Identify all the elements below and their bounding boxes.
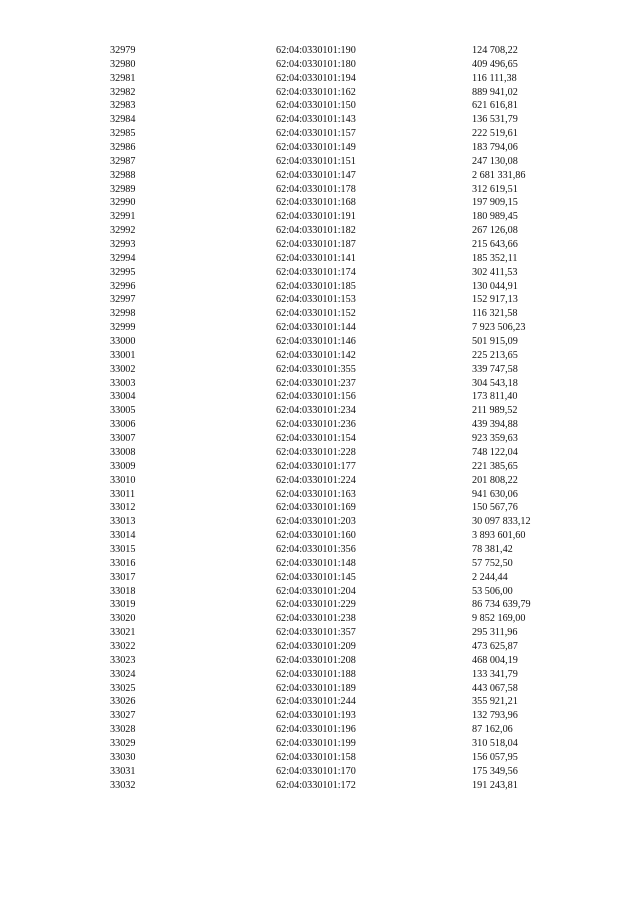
table-row xyxy=(0,668,640,682)
cadastral-value: 304 543,18 xyxy=(472,377,518,389)
cadastral-value: 302 411,53 xyxy=(472,266,518,278)
row-number: 32990 xyxy=(110,197,136,209)
cadastral-number: 62:04:0330101:158 xyxy=(276,751,356,763)
row-number: 32982 xyxy=(110,86,136,98)
row-number: 33030 xyxy=(110,751,136,763)
table-row xyxy=(0,183,640,197)
cadastral-value: 152 917,13 xyxy=(472,294,518,306)
table-row xyxy=(0,377,640,391)
cadastral-number: 62:04:0330101:170 xyxy=(276,765,356,777)
cadastral-value: 116 321,58 xyxy=(472,308,518,320)
table-row xyxy=(0,155,640,169)
row-number: 33002 xyxy=(110,363,136,375)
cadastral-value: 889 941,02 xyxy=(472,86,518,98)
cadastral-number: 62:04:0330101:177 xyxy=(276,460,356,472)
table-row xyxy=(0,779,640,793)
cadastral-value: 748 122,04 xyxy=(472,446,518,458)
table-row xyxy=(0,557,640,571)
cadastral-value: 201 808,22 xyxy=(472,474,518,486)
table-row xyxy=(0,58,640,72)
cadastral-number: 62:04:0330101:182 xyxy=(276,225,356,237)
cadastral-value: 2 244,44 xyxy=(472,571,508,583)
cadastral-number: 62:04:0330101:228 xyxy=(276,446,356,458)
cadastral-number: 62:04:0330101:156 xyxy=(276,391,356,403)
table-row xyxy=(0,169,640,183)
table-row xyxy=(0,280,640,294)
row-number: 33001 xyxy=(110,349,136,361)
cadastral-value: 310 518,04 xyxy=(472,737,518,749)
table-row xyxy=(0,501,640,515)
cadastral-number: 62:04:0330101:189 xyxy=(276,682,356,694)
row-number: 33021 xyxy=(110,627,136,639)
row-number: 32981 xyxy=(110,72,136,84)
cadastral-number: 62:04:0330101:145 xyxy=(276,571,356,583)
row-number: 32994 xyxy=(110,252,136,264)
cadastral-number: 62:04:0330101:172 xyxy=(276,779,356,791)
table-row xyxy=(0,695,640,709)
cadastral-number: 62:04:0330101:144 xyxy=(276,322,356,334)
cadastral-number: 62:04:0330101:199 xyxy=(276,737,356,749)
table-row xyxy=(0,252,640,266)
cadastral-value: 247 130,08 xyxy=(472,155,518,167)
row-number: 33009 xyxy=(110,460,136,472)
cadastral-value: 173 811,40 xyxy=(472,391,518,403)
table-row xyxy=(0,723,640,737)
table-row xyxy=(0,238,640,252)
cadastral-value: 133 341,79 xyxy=(472,668,518,680)
row-number: 33012 xyxy=(110,502,136,514)
row-number: 32979 xyxy=(110,45,136,56)
cadastral-number: 62:04:0330101:209 xyxy=(276,640,356,652)
table-row xyxy=(0,224,640,238)
cadastral-value: 355 921,21 xyxy=(472,696,518,708)
table-row xyxy=(0,349,640,363)
cadastral-number: 62:04:0330101:162 xyxy=(276,86,356,98)
table-row xyxy=(0,626,640,640)
cadastral-number: 62:04:0330101:196 xyxy=(276,724,356,736)
cadastral-number: 62:04:0330101:154 xyxy=(276,433,356,445)
row-number: 33015 xyxy=(110,543,136,555)
cadastral-value: 86 734 639,79 xyxy=(472,599,531,611)
cadastral-value: 9 852 169,00 xyxy=(472,613,526,625)
cadastral-number: 62:04:0330101:160 xyxy=(276,530,356,542)
row-number: 32988 xyxy=(110,169,136,181)
table-row xyxy=(0,654,640,668)
cadastral-number: 62:04:0330101:142 xyxy=(276,349,356,361)
cadastral-number: 62:04:0330101:193 xyxy=(276,710,356,722)
row-number: 33029 xyxy=(110,737,136,749)
table-row xyxy=(0,321,640,335)
cadastral-number: 62:04:0330101:190 xyxy=(276,45,356,56)
row-number: 33020 xyxy=(110,613,136,625)
cadastral-value: 183 794,06 xyxy=(472,142,518,154)
cadastral-value: 130 044,91 xyxy=(472,280,518,292)
row-number: 33019 xyxy=(110,599,136,611)
cadastral-number: 62:04:0330101:238 xyxy=(276,613,356,625)
cadastral-number: 62:04:0330101:147 xyxy=(276,169,356,181)
table-row xyxy=(0,737,640,751)
row-number: 33005 xyxy=(110,405,136,417)
row-number: 33008 xyxy=(110,446,136,458)
table-row xyxy=(0,196,640,210)
row-number: 32984 xyxy=(110,114,136,126)
row-number: 33010 xyxy=(110,474,136,486)
cadastral-number: 62:04:0330101:234 xyxy=(276,405,356,417)
cadastral-number: 62:04:0330101:356 xyxy=(276,543,356,555)
cadastral-number: 62:04:0330101:244 xyxy=(276,696,356,708)
row-number: 33013 xyxy=(110,516,136,528)
cadastral-value: 150 567,76 xyxy=(472,502,518,514)
cadastral-number: 62:04:0330101:174 xyxy=(276,266,356,278)
table-row xyxy=(0,307,640,321)
row-number: 33031 xyxy=(110,765,136,777)
row-number: 33017 xyxy=(110,571,136,583)
cadastral-number: 62:04:0330101:146 xyxy=(276,336,356,348)
cadastral-value: 923 359,63 xyxy=(472,433,518,445)
table-row xyxy=(0,432,640,446)
cadastral-value: 191 243,81 xyxy=(472,779,518,791)
cadastral-number: 62:04:0330101:148 xyxy=(276,557,356,569)
cadastral-number: 62:04:0330101:357 xyxy=(276,627,356,639)
table-row xyxy=(0,709,640,723)
row-number: 33028 xyxy=(110,724,136,736)
table-row xyxy=(0,571,640,585)
table-row xyxy=(0,585,640,599)
row-number: 32989 xyxy=(110,183,136,195)
cadastral-value: 501 915,09 xyxy=(472,336,518,348)
row-number: 33032 xyxy=(110,779,136,791)
cadastral-value: 124 708,22 xyxy=(472,45,518,56)
table-row xyxy=(0,474,640,488)
cadastral-value: 409 496,65 xyxy=(472,58,518,70)
cadastral-number: 62:04:0330101:237 xyxy=(276,377,356,389)
row-number: 33000 xyxy=(110,336,136,348)
table-row xyxy=(0,765,640,779)
cadastral-value: 473 625,87 xyxy=(472,640,518,652)
cadastral-value: 132 793,96 xyxy=(472,710,518,722)
table-row xyxy=(0,515,640,529)
cadastral-value: 2 681 331,86 xyxy=(472,169,526,181)
row-number: 33016 xyxy=(110,557,136,569)
table-row xyxy=(0,612,640,626)
table-row xyxy=(0,44,640,58)
cadastral-number: 62:04:0330101:191 xyxy=(276,211,356,223)
row-number: 32995 xyxy=(110,266,136,278)
cadastral-value: 211 989,52 xyxy=(472,405,518,417)
row-number: 32983 xyxy=(110,100,136,112)
cadastral-value: 215 643,66 xyxy=(472,239,518,251)
table-row xyxy=(0,210,640,224)
cadastral-value: 136 531,79 xyxy=(472,114,518,126)
row-number: 32991 xyxy=(110,211,136,223)
cadastral-value: 621 616,81 xyxy=(472,100,518,112)
cadastral-value: 78 381,42 xyxy=(472,543,513,555)
cadastral-number: 62:04:0330101:188 xyxy=(276,668,356,680)
row-number: 32996 xyxy=(110,280,136,292)
table-row xyxy=(0,363,640,377)
table-row xyxy=(0,293,640,307)
cadastral-value-table xyxy=(0,44,640,792)
row-number: 33026 xyxy=(110,696,136,708)
cadastral-value: 180 989,45 xyxy=(472,211,518,223)
cadastral-value: 53 506,00 xyxy=(472,585,513,597)
row-number: 32997 xyxy=(110,294,136,306)
table-row xyxy=(0,529,640,543)
table-row xyxy=(0,113,640,127)
cadastral-value: 156 057,95 xyxy=(472,751,518,763)
row-number: 32980 xyxy=(110,58,136,70)
cadastral-value: 443 067,58 xyxy=(472,682,518,694)
table-row xyxy=(0,751,640,765)
cadastral-number: 62:04:0330101:208 xyxy=(276,654,356,666)
cadastral-number: 62:04:0330101:180 xyxy=(276,58,356,70)
row-number: 33004 xyxy=(110,391,136,403)
cadastral-value: 87 162,06 xyxy=(472,724,513,736)
table-row xyxy=(0,141,640,155)
row-number: 33007 xyxy=(110,433,136,445)
cadastral-number: 62:04:0330101:224 xyxy=(276,474,356,486)
cadastral-number: 62:04:0330101:178 xyxy=(276,183,356,195)
cadastral-value: 57 752,50 xyxy=(472,557,513,569)
cadastral-value: 175 349,56 xyxy=(472,765,518,777)
row-number: 33003 xyxy=(110,377,136,389)
row-number: 33006 xyxy=(110,419,136,431)
cadastral-value: 295 311,96 xyxy=(472,627,518,639)
cadastral-value: 3 893 601,60 xyxy=(472,530,526,542)
cadastral-number: 62:04:0330101:143 xyxy=(276,114,356,126)
row-number: 33018 xyxy=(110,585,136,597)
row-number: 33022 xyxy=(110,640,136,652)
table-row xyxy=(0,404,640,418)
row-number: 32993 xyxy=(110,239,136,251)
table-row xyxy=(0,682,640,696)
cadastral-number: 62:04:0330101:149 xyxy=(276,142,356,154)
table-row xyxy=(0,488,640,502)
cadastral-value: 439 394,88 xyxy=(472,419,518,431)
table-row xyxy=(0,640,640,654)
row-number: 32987 xyxy=(110,155,136,167)
cadastral-value: 312 619,51 xyxy=(472,183,518,195)
row-number: 33023 xyxy=(110,654,136,666)
cadastral-number: 62:04:0330101:163 xyxy=(276,488,356,500)
row-number: 33011 xyxy=(110,488,136,500)
cadastral-value: 941 630,06 xyxy=(472,488,518,500)
cadastral-number: 62:04:0330101:187 xyxy=(276,239,356,251)
table-row xyxy=(0,446,640,460)
table-row xyxy=(0,99,640,113)
cadastral-value: 339 747,58 xyxy=(472,363,518,375)
row-number: 33027 xyxy=(110,710,136,722)
cadastral-number: 62:04:0330101:141 xyxy=(276,252,356,264)
row-number: 32986 xyxy=(110,142,136,154)
cadastral-value: 185 352,11 xyxy=(472,252,518,264)
cadastral-number: 62:04:0330101:169 xyxy=(276,502,356,514)
row-number: 33014 xyxy=(110,530,136,542)
table-row xyxy=(0,266,640,280)
cadastral-number: 62:04:0330101:203 xyxy=(276,516,356,528)
row-number: 32992 xyxy=(110,225,136,237)
cadastral-number: 62:04:0330101:150 xyxy=(276,100,356,112)
table-row xyxy=(0,390,640,404)
cadastral-number: 62:04:0330101:236 xyxy=(276,419,356,431)
cadastral-value: 221 385,65 xyxy=(472,460,518,472)
table-row xyxy=(0,335,640,349)
cadastral-value: 468 004,19 xyxy=(472,654,518,666)
cadastral-number: 62:04:0330101:355 xyxy=(276,363,356,375)
table-row xyxy=(0,127,640,141)
cadastral-number: 62:04:0330101:168 xyxy=(276,197,356,209)
table-row xyxy=(0,460,640,474)
cadastral-value: 222 519,61 xyxy=(472,128,518,140)
cadastral-value: 7 923 506,23 xyxy=(472,322,526,334)
table-row xyxy=(0,543,640,557)
cadastral-value: 30 097 833,12 xyxy=(472,516,531,528)
row-number: 33024 xyxy=(110,668,136,680)
cadastral-number: 62:04:0330101:185 xyxy=(276,280,356,292)
table-row xyxy=(0,86,640,100)
cadastral-number: 62:04:0330101:204 xyxy=(276,585,356,597)
row-number: 32998 xyxy=(110,308,136,320)
row-number: 32985 xyxy=(110,128,136,140)
cadastral-number: 62:04:0330101:229 xyxy=(276,599,356,611)
row-number: 32999 xyxy=(110,322,136,334)
cadastral-number: 62:04:0330101:152 xyxy=(276,308,356,320)
cadastral-number: 62:04:0330101:194 xyxy=(276,72,356,84)
cadastral-value: 225 213,65 xyxy=(472,349,518,361)
cadastral-number: 62:04:0330101:153 xyxy=(276,294,356,306)
cadastral-number: 62:04:0330101:151 xyxy=(276,155,356,167)
row-number: 33025 xyxy=(110,682,136,694)
cadastral-value: 197 909,15 xyxy=(472,197,518,209)
cadastral-value: 267 126,08 xyxy=(472,225,518,237)
table-row xyxy=(0,72,640,86)
table-row xyxy=(0,418,640,432)
cadastral-value: 116 111,38 xyxy=(472,72,517,84)
cadastral-number: 62:04:0330101:157 xyxy=(276,128,356,140)
table-row xyxy=(0,598,640,612)
